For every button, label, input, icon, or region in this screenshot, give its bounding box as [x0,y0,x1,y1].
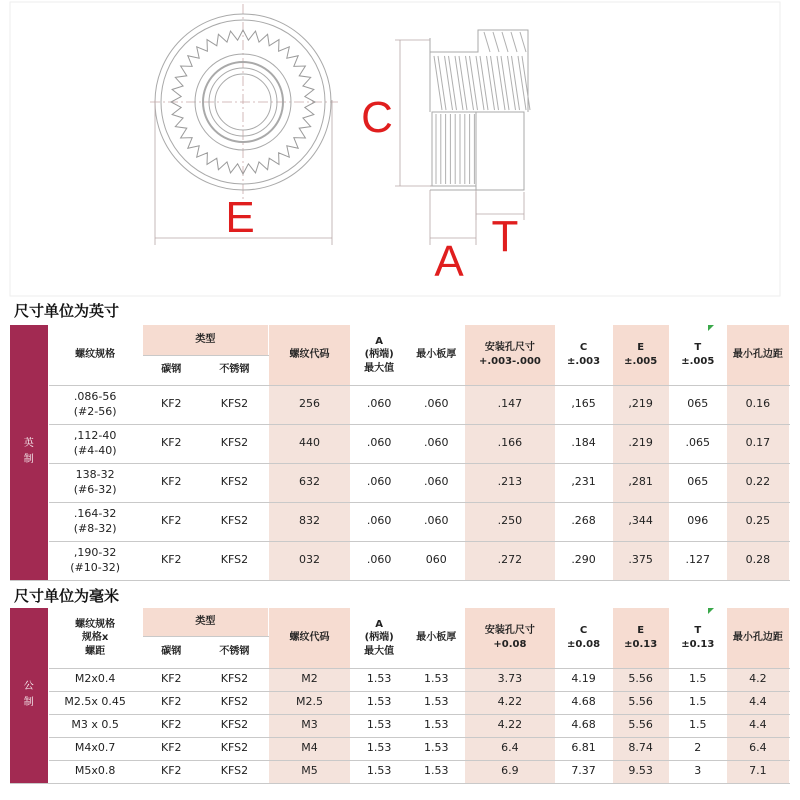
cell-a: .060 [351,541,408,580]
header-c: C ±.003 [555,325,612,385]
header-thread-code: 螺纹代码 [268,325,350,385]
cell-a: 1.53 [351,737,408,760]
cell-edge: 4.2 [726,668,789,691]
thread-line [466,56,474,110]
table-row [10,541,790,580]
dimension-c [395,40,432,186]
header-thread-spec: 螺纹规格 规格x 螺距 [48,608,142,668]
table-row [10,668,790,691]
cell-edge: 0.28 [726,541,789,580]
header-carbon-steel: 碳钢 [142,636,200,668]
cell-thread: .164-32 (#8-32) [48,502,142,541]
cell-t: 1.5 [669,691,726,714]
table-row [10,691,790,714]
cell-thread: M5x0.8 [48,760,142,783]
cell-t: 3 [669,760,726,783]
cell-a: 1.53 [351,714,408,737]
cell-c: ,165 [555,385,612,424]
cell-min-plate: .060 [408,463,465,502]
cell-carbon: KF2 [142,737,200,760]
header-hole-size: 安装孔尺寸 +.003-.000 [465,325,555,385]
cell-hole: 4.22 [465,714,555,737]
cell-hole: .213 [465,463,555,502]
header-corner-marker [708,325,714,331]
cell-hole: .272 [465,541,555,580]
thread-line [491,56,499,110]
cell-e: 5.56 [612,714,669,737]
cell-min-plate: .060 [408,385,465,424]
cell-carbon: KF2 [142,502,200,541]
table-row [10,760,790,783]
cell-hole: 4.22 [465,691,555,714]
metric-spec-table [10,608,790,784]
cell-c: 7.37 [555,760,612,783]
cell-e: 9.53 [612,760,669,783]
cell-min-plate: 1.53 [408,668,465,691]
thread-line [493,32,499,52]
thread-line [511,32,517,52]
cell-carbon: KF2 [142,385,200,424]
cell-code: 832 [268,502,350,541]
cell-a: .060 [351,502,408,541]
cell-t: 065 [669,385,726,424]
cell-a: .060 [351,424,408,463]
cell-c: .290 [555,541,612,580]
cell-thread: 138-32 (#6-32) [48,463,142,502]
cell-stainless: KFS2 [200,668,268,691]
header-type: 类型 [142,608,268,636]
table-row [10,385,790,424]
thread-line [455,56,463,110]
cell-carbon: KF2 [142,714,200,737]
cell-a: 1.53 [351,760,408,783]
cell-t: 096 [669,502,726,541]
thread-line [438,56,446,110]
cell-e: .375 [612,541,669,580]
thread-line [434,56,442,110]
cell-carbon: KF2 [142,760,200,783]
cell-t: 1.5 [669,714,726,737]
nut-drawing-svg [0,0,800,298]
cell-hole: 6.4 [465,737,555,760]
cell-edge: 4.4 [726,691,789,714]
header-thread-spec: 螺纹规格 [48,325,142,385]
cell-code: M3 [268,714,350,737]
cell-edge: 0.17 [726,424,789,463]
thread-line [445,56,453,110]
cell-edge: 0.22 [726,463,789,502]
cell-c: .184 [555,424,612,463]
cell-e: ,219 [612,385,669,424]
thread-line [518,56,526,110]
cell-thread: ,190-32 (#10-32) [48,541,142,580]
cell-stainless: KFS2 [200,691,268,714]
cell-thread: M4x0.7 [48,737,142,760]
cell-hole: .250 [465,502,555,541]
cell-min-plate: 1.53 [408,760,465,783]
cell-edge: 4.4 [726,714,789,737]
cell-c: 4.68 [555,691,612,714]
table-row [10,737,790,760]
header-e: E ±.005 [612,325,669,385]
cell-c: ,231 [555,463,612,502]
thread-line [512,56,520,110]
label-a: A [434,237,464,286]
cell-thread: M3 x 0.5 [48,714,142,737]
cell-code: 632 [268,463,350,502]
thread-line [459,56,467,110]
inch-side-label: 英 制 [10,325,48,580]
cell-code: 256 [268,385,350,424]
cell-edge: 0.16 [726,385,789,424]
table-row [10,424,790,463]
cell-thread: M2.5x 0.45 [48,691,142,714]
cell-min-plate: 060 [408,541,465,580]
cell-code: M4 [268,737,350,760]
cell-e: 8.74 [612,737,669,760]
cell-stainless: KFS2 [200,714,268,737]
cell-a: 1.53 [351,691,408,714]
inch-spec-table [10,325,790,581]
cell-stainless: KFS2 [200,760,268,783]
side-view [430,30,530,190]
header-min-plate: 最小板厚 [408,325,465,385]
header-corner-marker [708,608,714,614]
cell-t: .065 [669,424,726,463]
cell-hole: .147 [465,385,555,424]
label-e: E [225,193,255,242]
thread-line [520,32,526,52]
cell-code: 440 [268,424,350,463]
header-carbon-steel: 碳钢 [142,355,200,385]
thread-line [508,56,516,110]
thread-line [502,32,508,52]
cell-edge: 7.1 [726,760,789,783]
thread-line [487,56,495,110]
cell-t: 2 [669,737,726,760]
cell-thread: .086-56 (#2-56) [48,385,142,424]
thread-line [480,56,488,110]
label-c: C [361,93,393,142]
cell-e: 5.56 [612,691,669,714]
cell-a: 1.53 [351,668,408,691]
header-thread-code: 螺纹代码 [268,608,350,668]
table-row [10,714,790,737]
header-stainless: 不锈钢 [200,355,268,385]
cell-min-plate: .060 [408,424,465,463]
cell-a: .060 [351,385,408,424]
cell-t: 1.5 [669,668,726,691]
thread-line [449,56,457,110]
metric-side-label: 公 制 [10,608,48,783]
header-min-edge: 最小孔边距 [726,325,789,385]
cell-hole: 3.73 [465,668,555,691]
cell-c: 4.68 [555,714,612,737]
cell-e: 5.56 [612,668,669,691]
cell-c: .268 [555,502,612,541]
inch-section-title: 尺寸单位为英寸 [14,302,120,320]
cell-t: .127 [669,541,726,580]
cell-a: .060 [351,463,408,502]
cell-code: M2.5 [268,691,350,714]
header-c: C ±0.08 [555,608,612,668]
header-e: E ±0.13 [612,608,669,668]
cell-carbon: KF2 [142,424,200,463]
table-row [10,502,790,541]
thread-line [501,56,509,110]
cell-e: ,344 [612,502,669,541]
cell-carbon: KF2 [142,541,200,580]
cell-e: ,281 [612,463,669,502]
cell-stainless: KFS2 [200,541,268,580]
cell-thread: ,112-40 (#4-40) [48,424,142,463]
cell-c: 6.81 [555,737,612,760]
cell-stainless: KFS2 [200,385,268,424]
cell-stainless: KFS2 [200,502,268,541]
header-stainless: 不锈钢 [200,636,268,668]
drawing-frame [10,2,780,296]
cell-stainless: KFS2 [200,737,268,760]
header-min-edge: 最小孔边距 [726,608,789,668]
thread-line [470,56,478,110]
header-min-plate: 最小板厚 [408,608,465,668]
cell-e: .219 [612,424,669,463]
header-t: T ±.005 [669,325,726,385]
cell-carbon: KF2 [142,668,200,691]
cell-t: 065 [669,463,726,502]
thread-line [497,56,505,110]
header-hole-size: 安装孔尺寸 +0.08 [465,608,555,668]
metric-section-title: 尺寸单位为毫米 [14,587,120,605]
thread-line [476,56,484,110]
header-a-max: A (柄端) 最大值 [351,608,408,668]
thread-line [522,56,530,110]
cell-c: 4.19 [555,668,612,691]
header-t: T ±0.13 [669,608,726,668]
cell-edge: 0.25 [726,502,789,541]
cell-min-plate: 1.53 [408,691,465,714]
cell-carbon: KF2 [142,463,200,502]
header-type: 类型 [142,325,268,355]
cell-thread: M2x0.4 [48,668,142,691]
cell-stainless: KFS2 [200,424,268,463]
cell-code: 032 [268,541,350,580]
technical-drawing [0,0,800,298]
cell-hole: 6.9 [465,760,555,783]
cell-edge: 6.4 [726,737,789,760]
cell-code: M2 [268,668,350,691]
cell-min-plate: .060 [408,502,465,541]
label-t: T [491,212,519,261]
cell-carbon: KF2 [142,691,200,714]
table-row [10,463,790,502]
cell-hole: .166 [465,424,555,463]
cell-min-plate: 1.53 [408,714,465,737]
cell-stainless: KFS2 [200,463,268,502]
cell-code: M5 [268,760,350,783]
cell-min-plate: 1.53 [408,737,465,760]
thread-line [484,32,490,52]
header-a-max: A (柄端) 最大值 [351,325,408,385]
